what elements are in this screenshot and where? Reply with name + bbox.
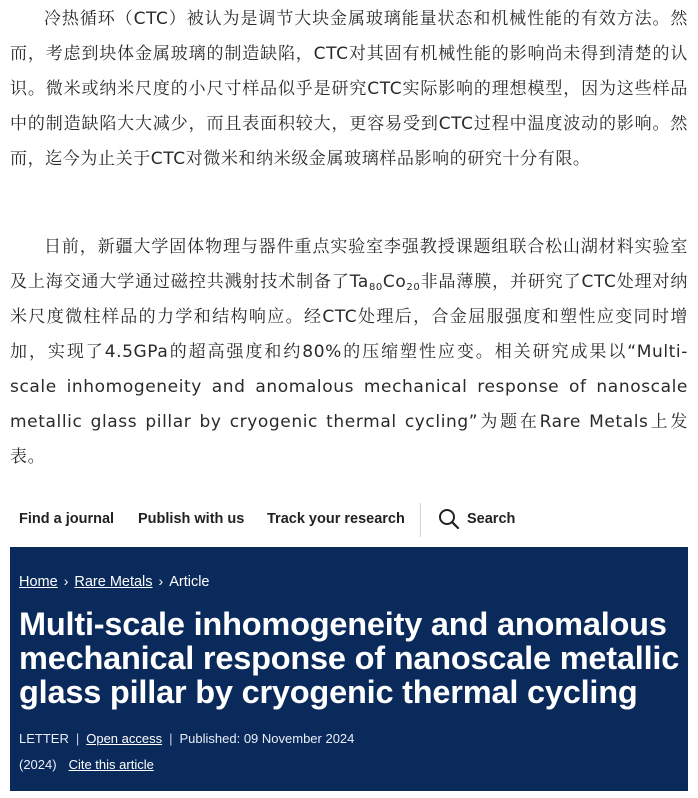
published-date: Published: 09 November 2024 — [179, 731, 355, 746]
search-label: Search — [467, 511, 516, 527]
article-type: LETTER — [19, 731, 69, 746]
meta-separator: | — [169, 731, 173, 746]
article-year: (2024) — [19, 757, 57, 772]
formula-subscript-ta: 80 — [368, 282, 383, 293]
formula-element-ta: Ta — [349, 272, 369, 292]
breadcrumb-separator: › — [63, 573, 69, 589]
breadcrumb-article: Article — [169, 574, 210, 590]
breadcrumb-home[interactable]: Home — [19, 574, 58, 590]
paragraph-intro: 冷热循环（CTC）被认为是调节大块金属玻璃能量状态和机械性能的有效方法。然而，考虑到块体金属玻璃的制造缺陷，CTC对其固有机械性能的影响尚未得到清楚的认识。微米或纳米尺度的小尺寸样品似乎是研究CTC实际影响的理想模型，因为这些样品中的制造缺陷大大减少，而且表面积较大，更容易受到CTC过程中温度波动的影响。然而，迄今为止关于CTC对微米和纳米级金属玻璃样品影响的研究十分有限。 — [10, 9, 688, 169]
top-navigation — [0, 497, 698, 543]
paragraph-research-after: 非晶薄膜，并研究了CTC处理对纳米尺度微柱样品的力学和结构响应。经CTC处理后，合金屈服强度和塑性应变同时增加，实现了4.5GPa的超高强度和约80%的压缩塑性应变。相关研究成果以“Multi-scale inhomogeneity and anomalous mechanical response of nanoscale metallic glass pillar by cryogenic thermal cycling”为题在Rare Metals上发表。 — [10, 272, 688, 467]
breadcrumb-rare-metals[interactable]: Rare Metals — [74, 574, 153, 590]
nav-divider — [420, 503, 421, 537]
nav-track-research[interactable]: Track your research — [267, 511, 405, 527]
formula-subscript-co: 20 — [406, 282, 421, 293]
open-access-link[interactable]: Open access — [86, 731, 163, 746]
paragraph-research — [10, 230, 688, 475]
article-header — [10, 547, 688, 791]
article-title: Multi-scale inhomogeneity and anomalous mechanical response of nanoscale metallic glass pillar by cryogenic thermal cycling — [19, 606, 680, 710]
nav-find-journal[interactable]: Find a journal — [19, 511, 115, 527]
cite-article-link[interactable]: Cite this article — [68, 757, 154, 772]
breadcrumb-separator: › — [158, 573, 164, 589]
article-meta-secondary — [19, 757, 154, 772]
paragraph-research-before: 日前，新疆大学固体物理与器件重点实验室李强教授课题组联合松山湖材料实验室及上海交通大学通过磁控共溅射技术制备了 — [10, 237, 688, 292]
article-meta — [19, 731, 354, 746]
formula-element-co: Co — [382, 272, 407, 292]
breadcrumb — [19, 573, 210, 590]
search-icon — [438, 508, 460, 530]
meta-separator: | — [75, 731, 80, 746]
nav-publish-with-us[interactable]: Publish with us — [138, 511, 245, 527]
